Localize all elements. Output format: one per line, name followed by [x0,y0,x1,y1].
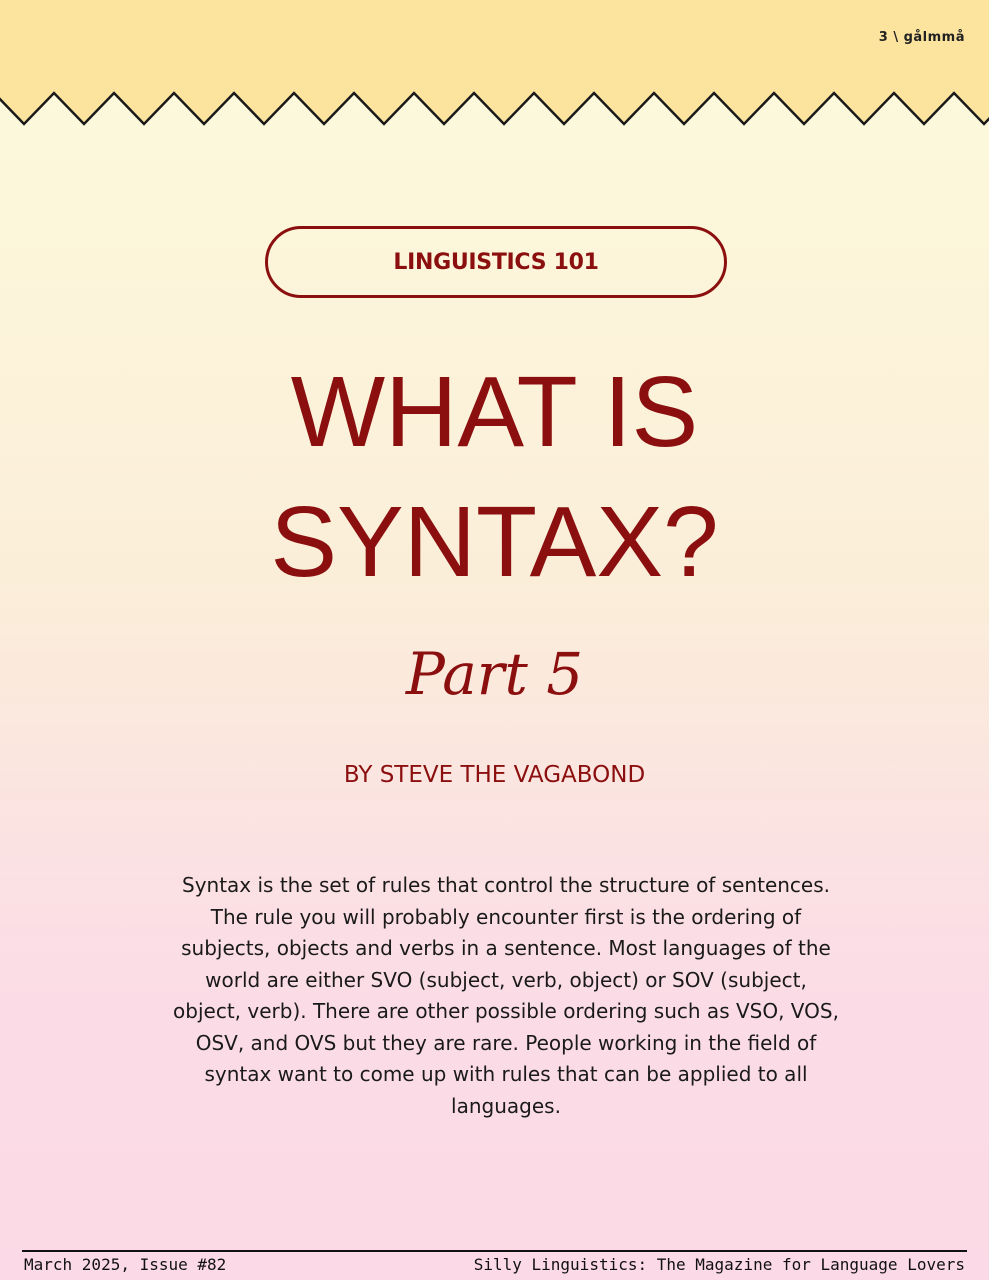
footer-divider [22,1250,967,1252]
footer-magazine-name: Silly Linguistics: The Magazine for Language Lovers [473,1255,965,1274]
article-body: Syntax is the set of rules that control the structure of sentences. The rule you will probably encounter first is the ordering of subjects, objects and verbs in a sentence. Most languages of the world are either SVO (subject, verb, object) or SOV (subject, object, verb). There are other possible ordering such as VSO, VOS, OSV, and OVS but they are rare. People working in the field of syntax want to come up with rules that can be applied to all languages. [173,873,839,1118]
article-title-line-2: SYNTAX? [270,486,719,598]
zigzag-border [0,0,989,130]
category-label: LINGUISTICS 101 [393,249,599,275]
article-title-line-1: WHAT IS [290,356,699,468]
article-byline: BY STEVE THE VAGABOND [343,762,646,788]
article-subtitle: Part 5 [405,640,584,708]
footer-issue: March 2025, Issue #82 [24,1255,227,1274]
page-number: 3 \ gålmmå [878,30,965,45]
category-pill [265,226,727,298]
header-band [0,0,989,130]
